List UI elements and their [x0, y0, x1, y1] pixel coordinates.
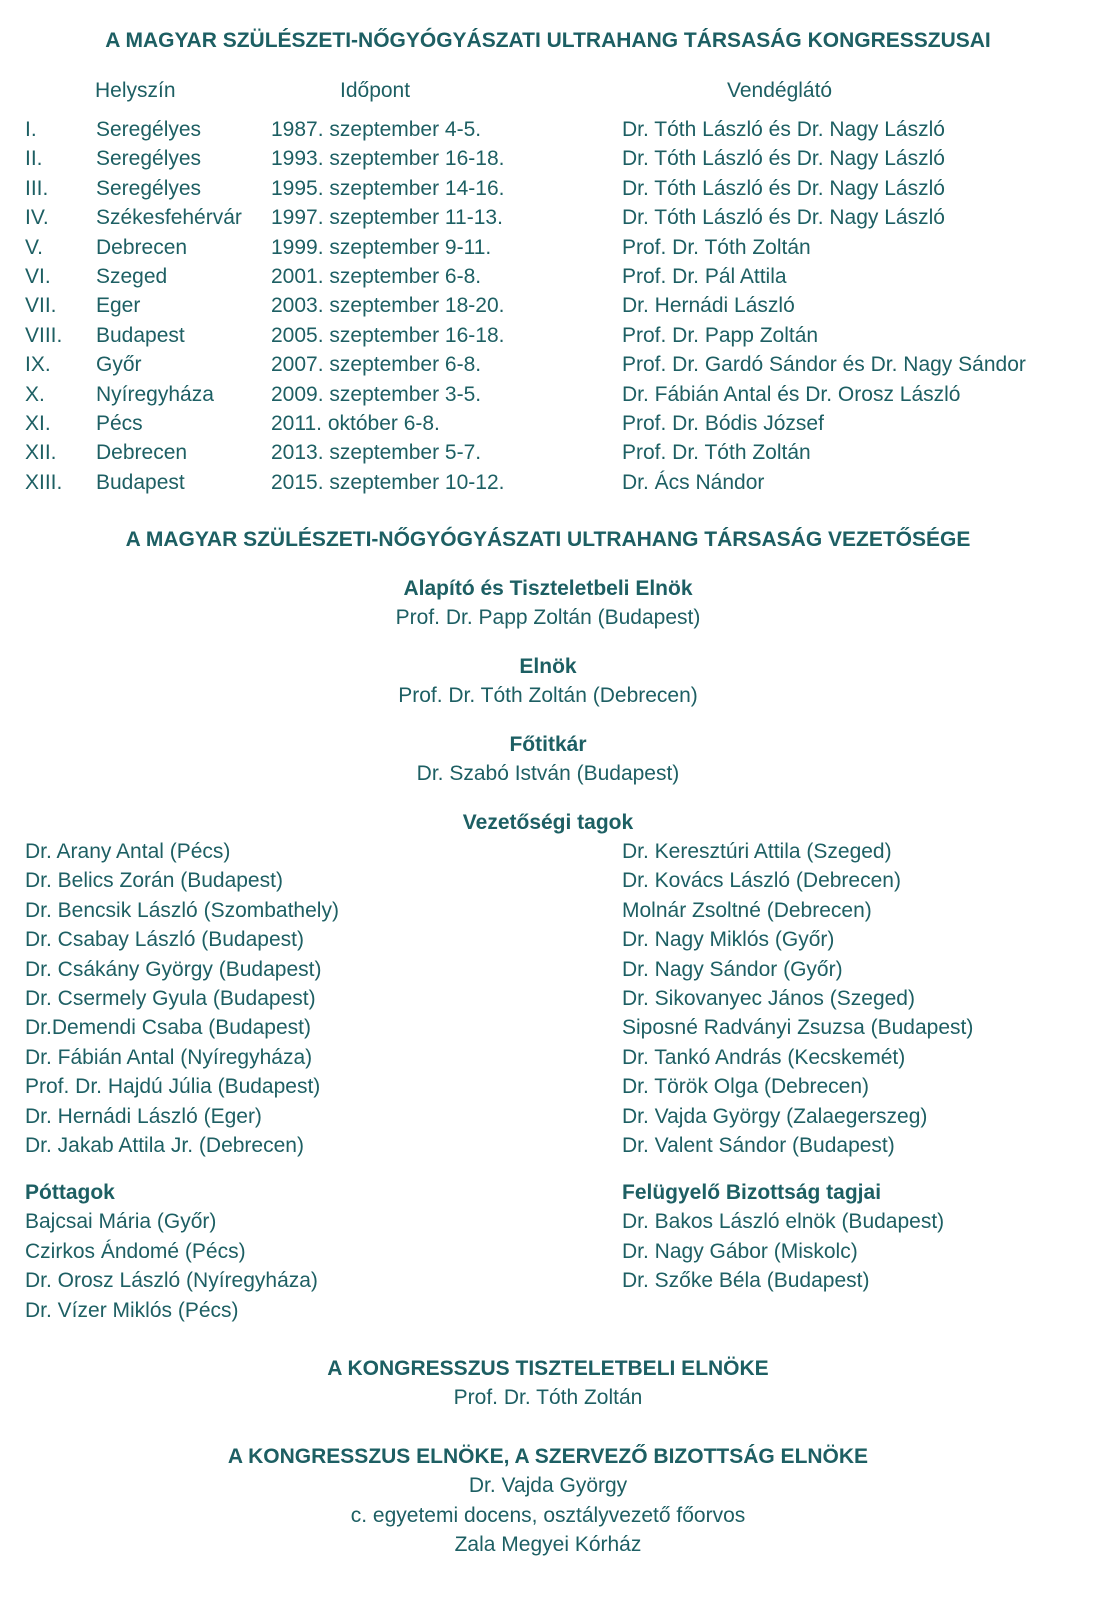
congress-place: Eger: [96, 294, 141, 318]
chair-position: c. egyetemi docens, osztályvezető főorvos: [350, 1503, 746, 1527]
congress-date: 2011. október 6-8.: [271, 411, 440, 435]
congress-host: Dr. Tóth László és Dr. Nagy László: [622, 206, 945, 230]
congress-host: Prof. Dr. Bódis József: [622, 411, 824, 435]
congress-date: 1997. szeptember 11-13.: [271, 206, 503, 230]
congress-place: Seregélyes: [96, 118, 202, 141]
substitute-member: Bajcsai Mária (Győr): [25, 1210, 217, 1234]
founder-name: Prof. Dr. Papp Zoltán (Budapest): [395, 606, 701, 630]
column-header-host: Vendéglátó: [727, 79, 833, 102]
board-members-left: [25, 837, 339, 1160]
congress-number: VIII.: [25, 323, 63, 347]
founder-block: [0, 574, 1096, 633]
honorary-block: [0, 1354, 1096, 1413]
congress-place: Seregélyes: [96, 176, 202, 200]
congress-number: XIII.: [25, 470, 63, 494]
congresses-title: A MAGYAR SZÜLÉSZETI-NŐGYÓGYÁSZATI ULTRAHANG TÁRSASÁG KONGRESSZUSAI: [105, 29, 991, 52]
board-member: Dr. Nagy Sándor (Győr): [622, 957, 843, 981]
supervisory-member: Dr. Bakos László elnök (Budapest): [622, 1210, 945, 1234]
congress-row: [0, 203, 1120, 232]
congress-place: Seregélyes: [96, 147, 202, 171]
board-label-block: [0, 808, 1096, 837]
congress-number: XI.: [25, 411, 51, 435]
congress-host: Prof. Dr. Gardó Sándor és Dr. Nagy Sándor: [622, 353, 1026, 377]
congress-row: [0, 115, 1120, 144]
congress-place: Győr: [96, 353, 142, 377]
congress-host: Prof. Dr. Tóth Zoltán: [622, 441, 811, 465]
congress-date: 2007. szeptember 6-8.: [271, 353, 482, 377]
congress-host: Dr. Fábián Antal és Dr. Orosz László: [622, 382, 961, 406]
congress-host: Dr. Tóth László és Dr. Nagy László: [622, 147, 945, 171]
board-member: Dr. Nagy Miklós (Győr): [622, 928, 835, 952]
substitute-member: Dr. Vízer Miklós (Pécs): [25, 1298, 239, 1322]
congress-number: II.: [25, 147, 43, 171]
column-header-place: Helyszín: [95, 79, 176, 102]
congress-row: [0, 144, 1120, 173]
supervisory-member: Dr. Szőke Béla (Budapest): [622, 1269, 870, 1293]
congress-number: X.: [25, 382, 45, 406]
board-member: Dr.Demendi Csaba (Budapest): [25, 1016, 311, 1040]
board-member: Dr. Sikovanyec János (Szeged): [622, 986, 915, 1010]
supervisory-list: [622, 1178, 944, 1296]
substitutes-label: Póttagok: [25, 1181, 115, 1204]
congress-number: V.: [25, 235, 43, 259]
congress-row: [0, 350, 1120, 379]
congress-date: 1999. szeptember 9-11.: [271, 235, 492, 259]
congress-number: XII.: [25, 441, 57, 465]
congress-date: 1995. szeptember 14-16.: [271, 176, 505, 200]
substitute-member: Czirkos Ándomé (Pécs): [25, 1239, 246, 1263]
congress-place: Budapest: [96, 323, 185, 347]
congress-host: Dr. Ács Nándor: [622, 470, 765, 494]
congress-date: 1993. szeptember 16-18.: [271, 147, 505, 171]
congress-row: [0, 291, 1120, 320]
congress-host: Prof. Dr. Papp Zoltán: [622, 323, 819, 347]
congress-table: [0, 115, 1120, 497]
congress-place: Budapest: [96, 470, 185, 494]
substitute-member: Dr. Orosz László (Nyíregyháza): [25, 1269, 318, 1293]
board-member: Siposné Radványi Zsuzsa (Budapest): [622, 1016, 974, 1040]
congress-place: Szeged: [96, 264, 168, 288]
congress-host: Prof. Dr. Tóth Zoltán: [622, 235, 811, 259]
congress-place: Debrecen: [96, 235, 188, 259]
board-member: Dr. Török Olga (Debrecen): [622, 1075, 870, 1099]
board-member: Dr. Jakab Attila Jr. (Debrecen): [25, 1133, 304, 1157]
congress-place: Székesfehérvár: [96, 206, 242, 230]
board-member: Dr. Vajda György (Zalaegerszeg): [622, 1104, 928, 1128]
congress-place: Pécs: [96, 411, 143, 435]
chair-block: [0, 1442, 1096, 1560]
board-member: Dr. Csákány György (Budapest): [25, 957, 322, 981]
honorary-name: Prof. Dr. Tóth Zoltán: [453, 1386, 643, 1410]
congress-row: [0, 409, 1120, 438]
congress-row: [0, 380, 1120, 409]
secretary-label: Főtitkár: [509, 733, 587, 756]
supervisory-label: Felügyelő Bizottság tagjai: [622, 1181, 882, 1204]
board-member: Dr. Belics Zorán (Budapest): [25, 869, 283, 893]
congress-host: Dr. Tóth László és Dr. Nagy László: [622, 118, 945, 141]
congress-date: 2015. szeptember 10-12.: [271, 470, 505, 494]
congress-number: VI.: [25, 264, 51, 288]
board-member: Dr. Keresztúri Attila (Szeged): [622, 840, 892, 863]
substitutes-list: [25, 1178, 318, 1325]
chair-institution: Zala Megyei Kórház: [454, 1533, 642, 1557]
congress-row: [0, 262, 1120, 291]
column-header-date: Időpont: [340, 79, 411, 102]
congress-number: IV.: [25, 206, 49, 230]
board-member: Dr. Kovács László (Debrecen): [622, 869, 901, 893]
congress-date: 2001. szeptember 6-8.: [271, 264, 482, 288]
congress-number: IX.: [25, 353, 51, 377]
board-label: Vezetőségi tagok: [462, 811, 634, 834]
congress-number: III.: [25, 176, 49, 200]
chair-title: A KONGRESSZUS ELNÖKE, A SZERVEZŐ BIZOTTSÁG ELNÖKE: [227, 1445, 869, 1468]
congress-number: VII.: [25, 294, 57, 318]
founder-label: Alapító és Tiszteletbeli Elnök: [403, 577, 693, 600]
congress-number: I.: [25, 118, 37, 141]
board-member: Dr. Fábián Antal (Nyíregyháza): [25, 1045, 313, 1069]
congress-date: 1987. szeptember 4-5.: [271, 118, 482, 141]
secretary-name: Dr. Szabó István (Budapest): [416, 762, 680, 786]
congress-row: [0, 321, 1120, 350]
board-members-right: [622, 837, 973, 1160]
congress-date: 2009. szeptember 3-5.: [271, 382, 482, 406]
board-member: Dr. Csabay László (Budapest): [25, 928, 304, 952]
board-member: Molnár Zsoltné (Debrecen): [622, 898, 872, 922]
congress-host: Dr. Tóth László és Dr. Nagy László: [622, 176, 945, 200]
congress-row: [0, 438, 1120, 467]
secretary-block: [0, 730, 1096, 789]
president-block: [0, 652, 1096, 711]
board-member: Dr. Csermely Gyula (Budapest): [25, 986, 316, 1010]
board-member: Prof. Dr. Hajdú Júlia (Budapest): [25, 1075, 321, 1099]
congress-place: Debrecen: [96, 441, 188, 465]
chair-name: Dr. Vajda György: [468, 1474, 628, 1498]
president-name: Prof. Dr. Tóth Zoltán (Debrecen): [398, 684, 698, 708]
congress-row: [0, 468, 1120, 497]
leadership-title: A MAGYAR SZÜLÉSZETI-NŐGYÓGYÁSZATI ULTRAHANG TÁRSASÁG VEZETŐSÉGE: [125, 528, 971, 551]
congress-place: Nyíregyháza: [96, 382, 214, 406]
board-member: Dr. Hernádi László (Eger): [25, 1104, 262, 1128]
supervisory-member: Dr. Nagy Gábor (Miskolc): [622, 1239, 858, 1263]
board-member: Dr. Bencsik László (Szombathely): [25, 898, 339, 922]
board-member: Dr. Valent Sándor (Budapest): [622, 1133, 895, 1157]
congress-host: Prof. Dr. Pál Attila: [622, 264, 787, 288]
congress-row: [0, 174, 1120, 203]
congress-row: [0, 233, 1120, 262]
congress-date: 2003. szeptember 18-20.: [271, 294, 505, 318]
president-label: Elnök: [519, 655, 577, 678]
congress-date: 2005. szeptember 16-18.: [271, 323, 505, 347]
board-member: Dr. Arany Antal (Pécs): [25, 840, 231, 863]
congress-host: Dr. Hernádi László: [622, 294, 795, 318]
board-member: Dr. Tankó András (Kecskemét): [622, 1045, 906, 1069]
honorary-title: A KONGRESSZUS TISZTELETBELI ELNÖKE: [327, 1357, 769, 1380]
congress-date: 2013. szeptember 5-7.: [271, 441, 482, 465]
